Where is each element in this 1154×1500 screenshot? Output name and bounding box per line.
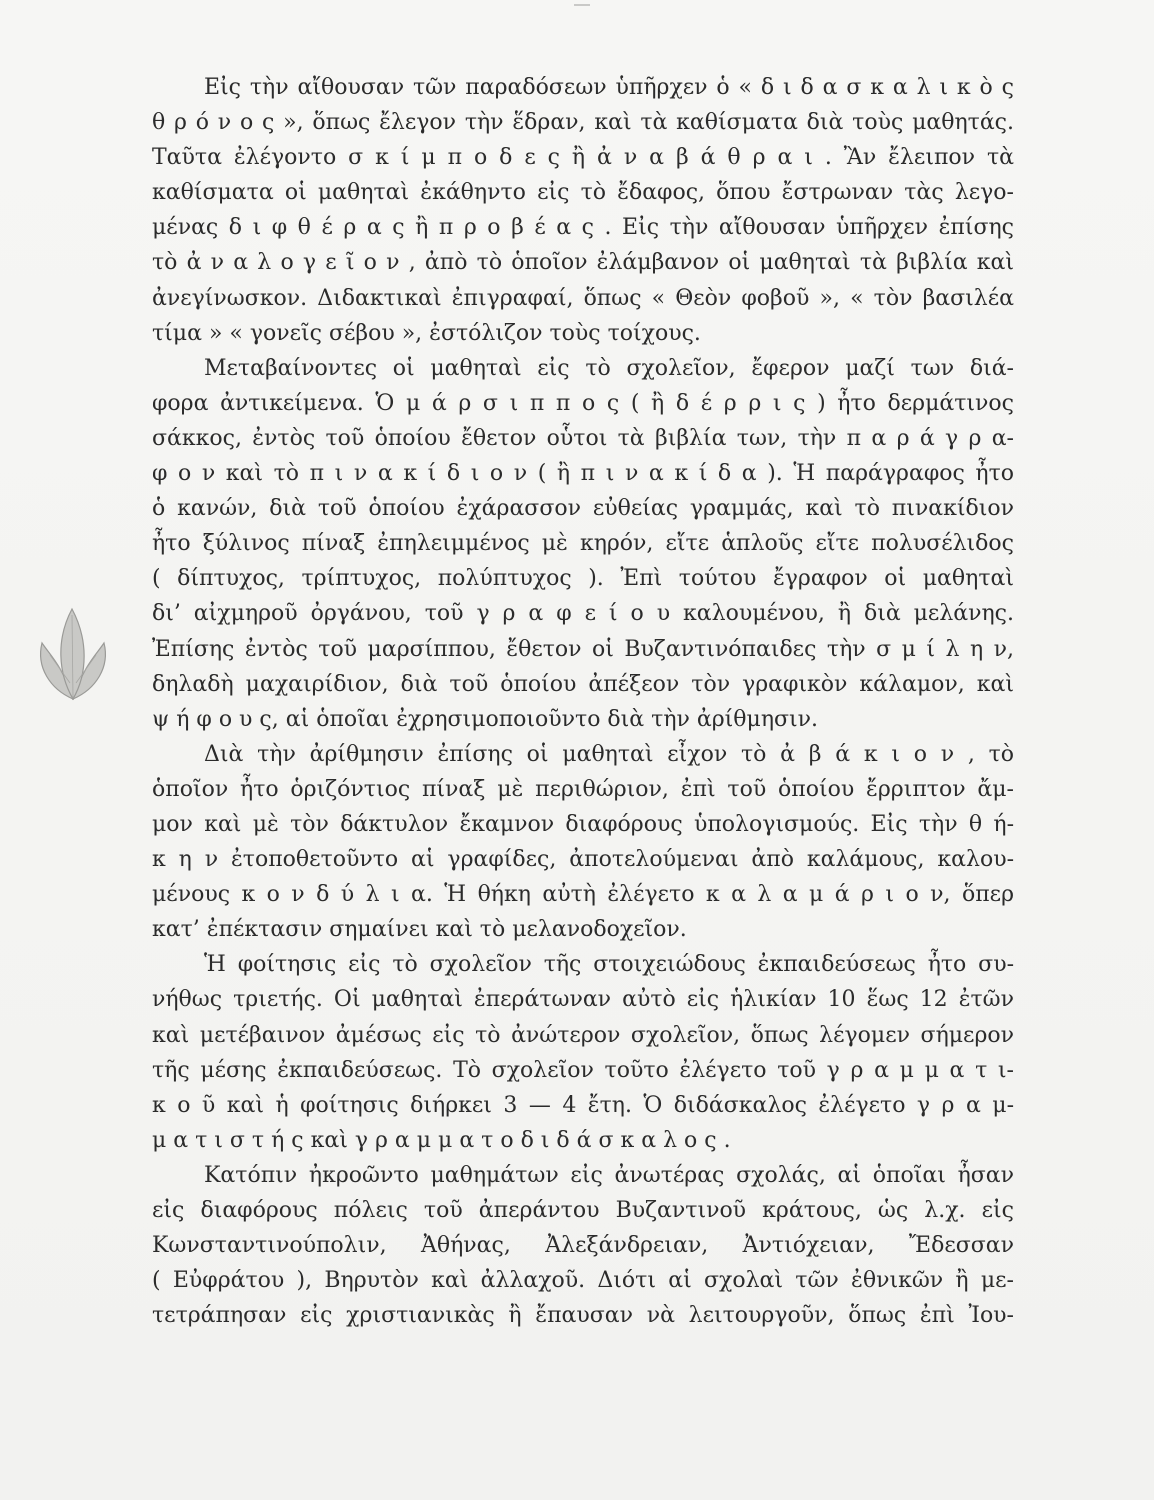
text-line: δι’ αἰχμηροῦ ὀργάνου, τοῦ γ ρ α φ ε ί ο υ καλουμένου, ἢ διὰ μελάνης.	[152, 601, 1014, 627]
text-line: Κατόπιν ἠκροῶντο μαθημάτων εἰς ἀνωτέρας σχολάς, αἱ ὁποῖαι ἦσαν	[204, 1162, 1014, 1188]
text-line: Ἐπίσης ἐντὸς τοῦ μαρσίππου, ἔθετον οἱ Βυζαντινόπαιδες τὴν σ μ ί λ η ν,	[152, 636, 1014, 662]
scan-mark	[574, 4, 590, 6]
text-line: μ α τ ι σ τ ή ς καὶ γ ρ α μ μ α τ ο δ ι δ ά σ κ α λ ο ς .	[152, 1127, 731, 1153]
text-line: ὁποῖον ἦτο ὁριζόντιος πίναξ μὲ περιθώριον, ἐπὶ τοῦ ὁποίου ἔρριπτον ἄμ-	[152, 776, 1014, 802]
text-line: καθίσματα οἱ μαθηταὶ ἐκάθηντο εἰς τὸ ἔδαφος, ὅπου ἔστρωναν τὰς λεγο-	[152, 180, 1014, 206]
text-line: νήθως τριετής. Οἱ μαθηταὶ ἐπεράτωναν αὐτὸ εἰς ἡλικίαν 10 ἕως 12 ἐτῶν	[152, 987, 1014, 1013]
text-line: Κωνσταντινούπολιν, Ἀθήνας, Ἀλεξάνδρειαν, Ἀντιόχειαν, Ἔδεσσαν	[152, 1233, 1014, 1259]
text-line: ( δίπτυχος, τρίπτυχος, πολύπτυχος ). Ἐπὶ τούτου ἔγραφον οἱ μαθηταὶ	[152, 566, 1014, 592]
leaf-icon	[30, 603, 116, 703]
text-line: δηλαδὴ μαχαιρίδιον, διὰ τοῦ ὁποίου ἀπέξεον τὸν γραφικὸν κάλαμον, καὶ	[152, 671, 1014, 697]
text-line: ὁ κανών, διὰ τοῦ ὁποίου ἐχάρασσον εὐθείας γραμμάς, καὶ τὸ πινακίδιον	[152, 496, 1014, 522]
text-line: θ ρ ό ν ο ς », ὅπως ἔλεγον τὴν ἕδραν, καὶ τὰ καθίσματα διὰ τοὺς μαθητάς.	[152, 110, 1014, 136]
text-line: τετράπησαν εἰς χριστιανικὰς ἢ ἔπαυσαν νὰ λειτουργοῦν, ὅπως ἐπὶ Ἰου-	[152, 1303, 1014, 1329]
body-text	[152, 70, 1014, 1333]
text-line: Διὰ τὴν ἀρίθμησιν ἐπίσης οἱ μαθηταὶ εἶχον τὸ ἀ β ά κ ι ο ν , τὸ	[204, 741, 1014, 767]
text-line: τίμα » « γονεῖς σέβου », ἐστόλιζον τοὺς τοίχους.	[152, 320, 701, 346]
text-line: ψ ή φ ο υ ς, αἱ ὁποῖαι ἐχρησιμοποιοῦντο διὰ τὴν ἀρίθμησιν.	[152, 706, 819, 732]
text-line: καὶ μετέβαινον ἀμέσως εἰς τὸ ἀνώτερον σχολεῖον, ὅπως λέγομεν σήμερον	[152, 1022, 1014, 1048]
text-line: τῆς μέσης ἐκπαιδεύσεως. Τὸ σχολεῖον τοῦτο ἐλέγετο τοῦ γ ρ α μ μ α τ ι-	[152, 1057, 1014, 1083]
text-line: ἀνεγίνωσκον. Διδακτικαὶ ἐπιγραφαί, ὅπως « Θεὸν φοβοῦ », « τὸν βασιλέα	[152, 285, 1014, 311]
text-line: Εἰς τὴν αἴθουσαν τῶν παραδόσεων ὑπῆρχεν ὁ « δ ι δ α σ κ α λ ι κ ὸ ς	[204, 75, 1014, 100]
text-line: μον καὶ μὲ τὸν δάκτυλον ἔκαμνον διαφόρους ὑπολογισμούς. Εἰς τὴν θ ή-	[152, 811, 1014, 837]
text-line: φ ο ν καὶ τὸ π ι ν α κ ί δ ι ο ν ( ἢ π ι ν α κ ί δ α ). Ἡ παράγραφος ἦτο	[152, 461, 1014, 487]
text-line: σάκκος, ἐντὸς τοῦ ὁποίου ἔθετον οὗτοι τὰ βιβλία των, τὴν π α ρ ά γ ρ α-	[152, 425, 1014, 451]
text-line: κ ο ῦ καὶ ἡ φοίτησις διήρκει 3 — 4 ἔτη. Ὁ διδάσκαλος ἐλέγετο γ ρ α μ-	[152, 1092, 1014, 1118]
text-line: κατ’ ἐπέκτασιν σημαίνει καὶ τὸ μελανοδοχεῖον.	[152, 917, 687, 943]
text-line: ἦτο ξύλινος πίναξ ἐπηλειμμένος μὲ κηρόν, εἴτε ἁπλοῦς εἴτε πολυσέλιδος	[152, 531, 1014, 557]
text-line: Μεταβαίνοντες οἱ μαθηταὶ εἰς τὸ σχολεῖον, ἔφερον μαζί των διά-	[204, 355, 1014, 381]
text-line: μένους κ ο ν δ ύ λ ι α. Ἡ θήκη αὐτὴ ἐλέγετο κ α λ α μ ά ρ ι ο ν, ὅπερ	[152, 882, 1014, 908]
text-line: Ταῦτα ἐλέγοντο σ κ ί μ π ο δ ε ς ἢ ἀ ν α β ά θ ρ α ι . Ἂν ἔλειπον τὰ	[152, 145, 1014, 171]
text-line: ( Εὐφράτου ), Βηρυτὸν καὶ ἀλλαχοῦ. Διότι αἱ σχολαὶ τῶν ἐθνικῶν ἢ με-	[152, 1268, 1014, 1294]
text-line: εἰς διαφόρους πόλεις τοῦ ἀπεράντου Βυζαντινοῦ κράτους, ὡς λ.χ. εἰς	[152, 1198, 1014, 1223]
text-line: τὸ ἀ ν α λ ο γ ε ῖ ο ν , ἀπὸ τὸ ὁποῖον ἐλάμβανον οἱ μαθηταὶ τὰ βιβλία καὶ	[152, 250, 1014, 276]
text-line: μένας δ ι φ θ έ ρ α ς ἢ π ρ ο β έ α ς . Εἰς τὴν αἴθουσαν ὑπῆρχεν ἐπίσης	[152, 215, 1014, 241]
text-line: φορα ἀντικείμενα. Ὁ μ ά ρ σ ι π π ο ς ( ἢ δ έ ρ ρ ι ς ) ἦτο δερμάτινος	[152, 390, 1014, 416]
text-line: Ἡ φοίτησις εἰς τὸ σχολεῖον τῆς στοιχειώδους ἐκπαιδεύσεως ἦτο συ-	[204, 952, 1014, 978]
text-line: κ η ν ἐτοποθετοῦντο αἱ γραφίδες, ἀποτελούμεναι ἀπὸ καλάμους, καλου-	[152, 847, 1014, 873]
